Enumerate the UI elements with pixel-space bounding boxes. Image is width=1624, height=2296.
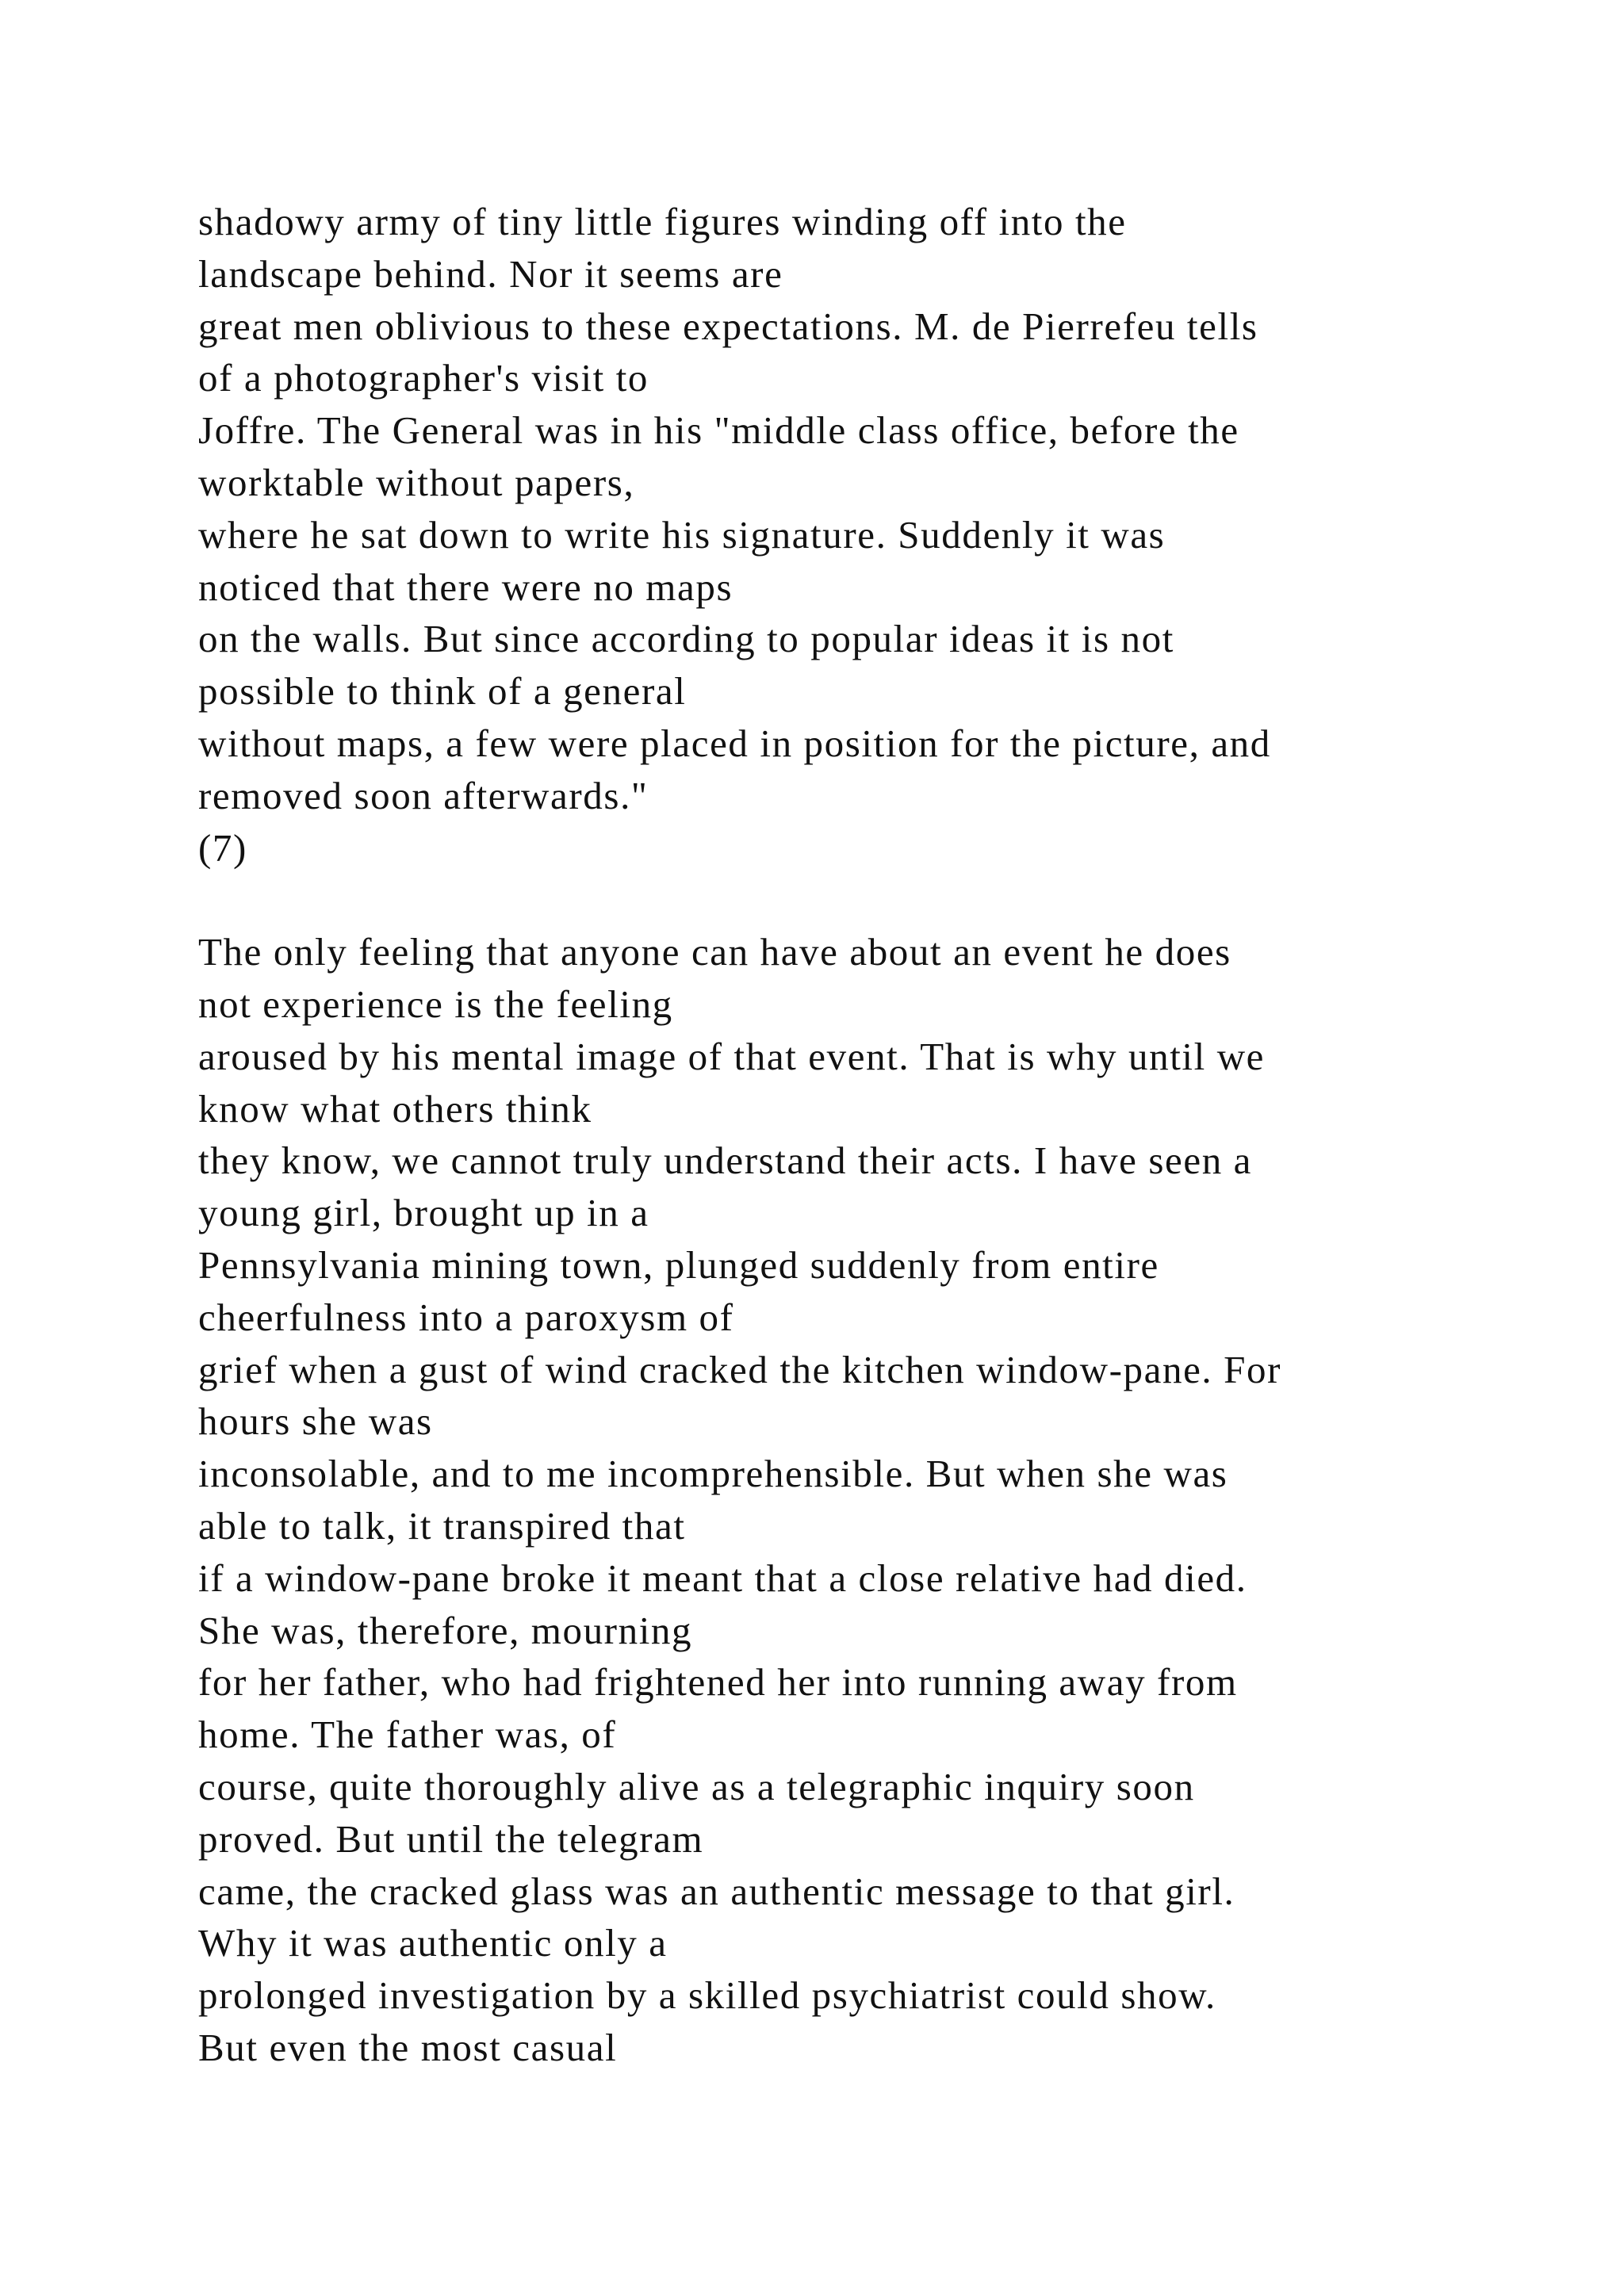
text-line: grief when a gust of wind cracked the kitchen window-pane. For [198, 1347, 1281, 1391]
paragraph-1 [198, 196, 1546, 874]
text-line: on the walls. But since according to popular ideas it is not [198, 617, 1174, 661]
text-line: great men oblivious to these expectations. M. de Pierrefeu tells [198, 304, 1258, 348]
text-line: they know, we cannot truly understand their acts. I have seen a [198, 1138, 1253, 1183]
text-line: Why it was authentic only a [198, 1921, 668, 1965]
text-line: landscape behind. Nor it seems are [198, 251, 783, 296]
text-line: without maps, a few were placed in position for the picture, and [198, 721, 1271, 765]
text-line: proved. But until the telegram [198, 1816, 704, 1861]
text-line: not experience is the feeling [198, 982, 673, 1026]
text-line: hours she was [198, 1399, 433, 1444]
text-line: aroused by his mental image of that event. That is why until we [198, 1034, 1266, 1078]
text-line: course, quite thoroughly alive as a telegraphic inquiry soon [198, 1764, 1195, 1808]
text-line: if a window-pane broke it meant that a close relative had died. [198, 1556, 1247, 1600]
text-line: know what others think [198, 1086, 592, 1131]
text-line: She was, therefore, mourning [198, 1608, 693, 1652]
text-line: But even the most casual [198, 2025, 618, 2069]
text-line: home. The father was, of [198, 1712, 617, 1757]
text-line: cheerfulness into a paroxysm of [198, 1295, 734, 1339]
text-line: removed soon afterwards." [198, 773, 649, 817]
text-line: The only feeling that anyone can have about an event he does [198, 930, 1231, 974]
text-line: Joffre. The General was in his "middle class office, before the [198, 408, 1239, 453]
text-line: where he sat down to write his signature. Suddenly it was [198, 512, 1166, 557]
text-line: shadowy army of tiny little figures winding off into the [198, 200, 1127, 243]
text-line: for her father, who had frightened her into running away from [198, 1660, 1238, 1705]
text-line: Pennsylvania mining town, plunged suddenly from entire [198, 1242, 1159, 1287]
text-line: inconsolable, and to me incomprehensible. But when she was [198, 1452, 1228, 1496]
footnote-marker: (7) [198, 825, 247, 870]
body-text [198, 196, 1546, 2074]
text-line: possible to think of a general [198, 669, 687, 714]
paragraph-2 [198, 926, 1546, 2074]
text-line: young girl, brought up in a [198, 1191, 649, 1235]
text-line: came, the cracked glass was an authentic message to that girl. [198, 1869, 1235, 1913]
text-line: noticed that there were no maps [198, 564, 733, 609]
text-line: able to talk, it transpired that [198, 1503, 686, 1548]
text-line: of a photographer's visit to [198, 356, 649, 400]
text-line: prolonged investigation by a skilled psychiatrist could show. [198, 1973, 1216, 2018]
text-line: worktable without papers, [198, 460, 635, 504]
paragraph-gap [198, 874, 1546, 926]
